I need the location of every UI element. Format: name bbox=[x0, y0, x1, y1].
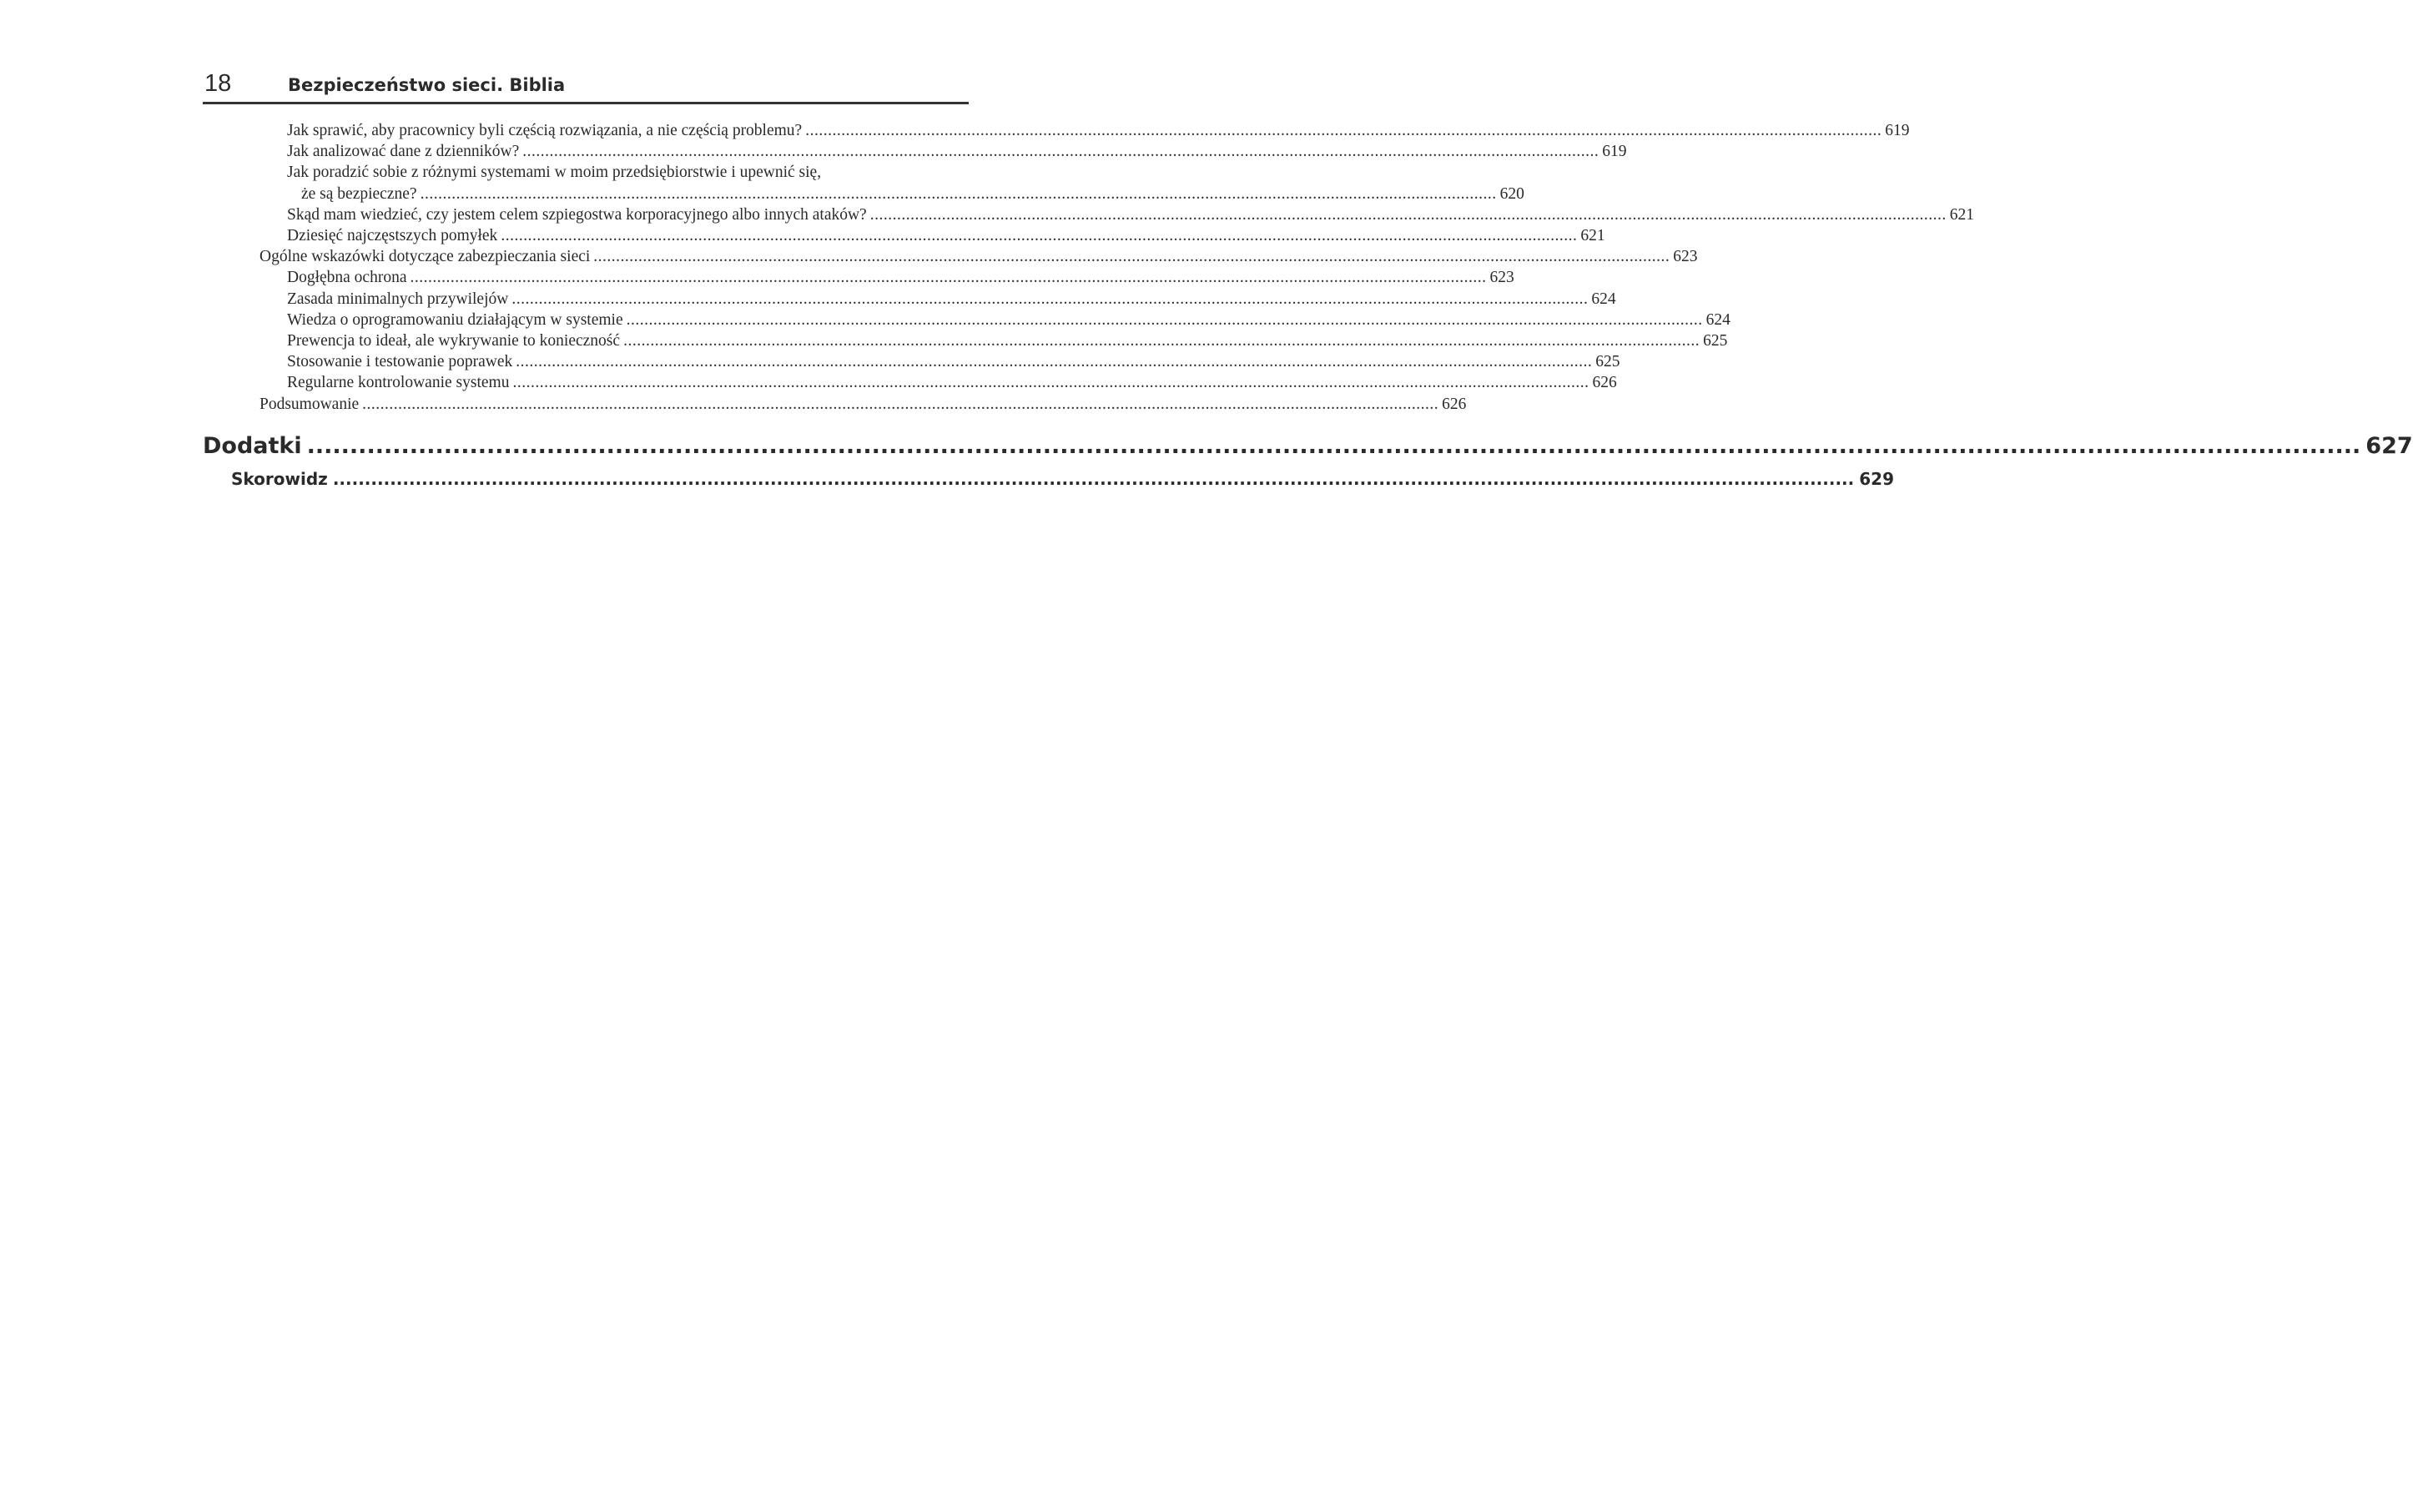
toc-entry-title: Skąd mam wiedzieć, czy jestem celem szpiegostwa korporacyjnego albo innych ataków? bbox=[287, 205, 867, 224]
toc-entry-title: Jak sprawić, aby pracownicy byli częścią rozwiązania, a nie częścią problemu? bbox=[287, 122, 803, 139]
toc-entry[interactable] bbox=[203, 310, 1730, 330]
toc-entry-page: 621 bbox=[1949, 205, 1974, 224]
toc-part-page: 629 bbox=[1859, 468, 1894, 489]
dot-leader: ................................................................................................................................................................................................................................................ bbox=[512, 374, 1589, 392]
toc-entry-title: Jak analizować dane z dzienników? bbox=[287, 143, 520, 161]
dot-leader: ................................................................................................................................................................................................................................................ bbox=[410, 269, 1487, 287]
dot-leader: ................................................................................................................................................................................................................................................ bbox=[805, 122, 1882, 139]
toc-entry[interactable] bbox=[203, 330, 1728, 351]
dot-leader: ................................................................................................................................................................................................................................................ bbox=[623, 332, 1700, 350]
dot-leader: ................................................................................................................................................................................................................................................ bbox=[626, 310, 1703, 329]
toc-entry-page: 621 bbox=[1580, 227, 1605, 245]
toc-entry-page: 625 bbox=[1703, 332, 1728, 350]
toc-entry-title: Dziesięć najczęstszych pomyłek bbox=[287, 227, 498, 245]
toc-entry-title: Regularne kontrolowanie systemu bbox=[287, 374, 510, 392]
dot-leader: ................................................................................................................................................................................................................................................ bbox=[362, 395, 1439, 413]
dot-leader: ................................................................................................................................................................................................................................................ bbox=[332, 468, 1855, 489]
dot-leader: ................................................................................................................................................................................................................................................ bbox=[501, 227, 1578, 245]
dot-leader: ................................................................................................................................................................................................................................................ bbox=[869, 205, 1947, 224]
toc-part-title: Dodatki bbox=[203, 432, 302, 459]
toc-part-dodatki[interactable] bbox=[203, 430, 2413, 463]
toc-entry-title: Prewencja to ideał, ale wykrywanie to konieczność bbox=[287, 332, 621, 350]
dot-leader: ................................................................................................................................................................................................................................................ bbox=[593, 248, 1670, 266]
toc-entry-title: Zasada minimalnych przywilejów bbox=[287, 290, 509, 308]
toc-part-skorowidz[interactable] bbox=[203, 466, 1894, 491]
book-page bbox=[203, 68, 2413, 491]
toc-entry-page: 620 bbox=[1499, 184, 1524, 203]
page-number: 18 bbox=[204, 70, 232, 97]
toc-section-entry[interactable] bbox=[203, 394, 1467, 415]
toc-entry-title: Dogłębna ochrona bbox=[287, 269, 407, 287]
toc-part-page: 627 bbox=[2365, 432, 2413, 459]
toc-entry[interactable] bbox=[203, 351, 1620, 372]
toc-entry-title: Podsumowanie bbox=[259, 395, 360, 413]
toc-entry-page: 619 bbox=[1602, 143, 1627, 161]
toc-entry[interactable] bbox=[203, 141, 1627, 162]
toc-entry-title-line[interactable]: Jak poradzić sobie z różnymi systemami w moim przedsiębiorstwie i upewnić się, bbox=[287, 164, 822, 182]
toc-entry-page: 623 bbox=[1673, 248, 1698, 266]
running-header bbox=[203, 68, 969, 104]
dot-leader: ................................................................................................................................................................................................................................................ bbox=[511, 290, 1589, 308]
table-of-contents bbox=[203, 120, 2413, 491]
toc-entry[interactable] bbox=[203, 120, 1910, 141]
toc-entry[interactable] bbox=[203, 372, 1617, 393]
toc-entry[interactable] bbox=[203, 267, 1514, 288]
toc-section-entry[interactable] bbox=[203, 246, 1698, 267]
toc-entry-page: 625 bbox=[1595, 353, 1620, 371]
toc-entry-title: Ogólne wskazówki dotyczące zabezpieczania sieci bbox=[259, 248, 591, 266]
toc-entry[interactable] bbox=[203, 184, 1524, 204]
toc-entry-page: 624 bbox=[1705, 310, 1730, 329]
dot-leader: ................................................................................................................................................................................................................................................ bbox=[306, 432, 2361, 459]
dot-leader: ................................................................................................................................................................................................................................................ bbox=[420, 184, 1497, 203]
toc-entry-title: Wiedza o oprogramowaniu działającym w systemie bbox=[287, 310, 623, 329]
toc-entry[interactable] bbox=[203, 289, 1616, 310]
toc-entry[interactable] bbox=[203, 225, 1605, 246]
toc-part-title: Skorowidz bbox=[231, 468, 328, 489]
toc-entry-page: 623 bbox=[1489, 269, 1514, 287]
dot-leader: ................................................................................................................................................................................................................................................ bbox=[522, 143, 1599, 161]
toc-entry-page: 619 bbox=[1885, 122, 1910, 139]
toc-entry[interactable] bbox=[203, 204, 1974, 225]
dot-leader: ................................................................................................................................................................................................................................................ bbox=[516, 353, 1593, 371]
toc-entry-title: że są bezpieczne? bbox=[301, 184, 417, 203]
book-title: Bezpieczeństwo sieci. Biblia bbox=[288, 75, 566, 95]
toc-entry-page: 624 bbox=[1591, 290, 1616, 308]
toc-entry-title: Stosowanie i testowanie poprawek bbox=[287, 353, 513, 371]
toc-entry-page: 626 bbox=[1592, 374, 1617, 392]
toc-entry-page: 626 bbox=[1442, 395, 1467, 413]
